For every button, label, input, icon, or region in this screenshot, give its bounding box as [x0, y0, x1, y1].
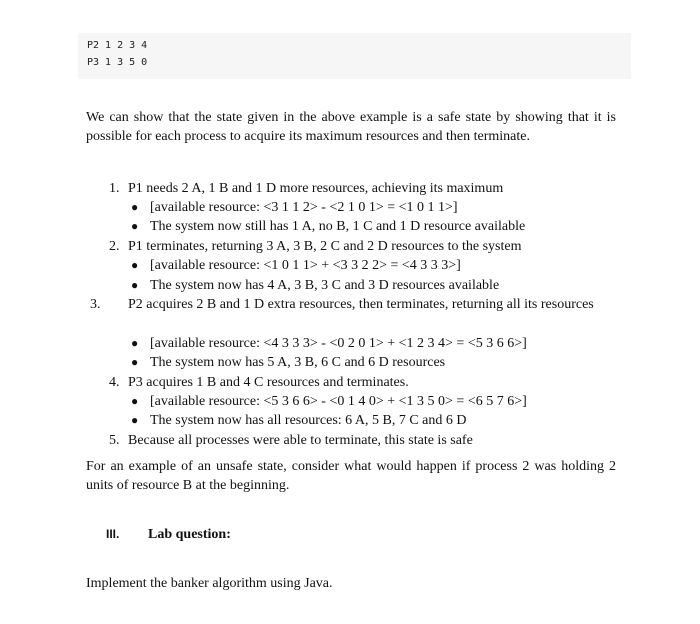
step-3	[90, 295, 617, 314]
intro-paragraph: We can show that the state given in the above example is a safe state by showing that it is possible for each process to acquire its maximum resources and then terminate.	[86, 110, 616, 144]
step-2	[109, 237, 617, 256]
bullet-item: ● The system now has 4 A, 3 B, 3 C and 3 D resources available	[131, 278, 500, 293]
bullet-item: ● The system now has 5 A, 3 B, 6 C and 6 D resources	[131, 355, 446, 370]
bullet-dot-icon: ●	[131, 258, 139, 272]
bullet-item: ● [available resource: <4 3 3 3> - <0 2 0 1> + <1 2 3 4> = <5 3 6 6>]	[131, 336, 527, 351]
section-title: Lab question:	[148, 527, 231, 542]
code-block	[78, 33, 631, 79]
section-heading	[106, 525, 231, 544]
step-text: Because all processes were able to terminate, this state is safe	[128, 433, 473, 448]
bullet-dot-icon: ●	[131, 413, 139, 427]
unsafe-paragraph: For an example of an unsafe state, consider what would happen if process 2 was holding 2 units of resource B at the beginning.	[86, 459, 616, 493]
step-number: 2.	[109, 239, 120, 254]
step-4	[109, 373, 617, 392]
step-number: 4.	[109, 375, 120, 390]
step-text: P1 needs 2 A, 1 B and 1 D more resources, achieving its maximum	[128, 181, 504, 196]
bullet-dot-icon: ●	[131, 336, 139, 350]
step-number: 3.	[90, 297, 101, 312]
bullet-item: ● [available resource: <5 3 6 6> - <0 1 4 0> + <1 3 5 0> = <6 5 7 6>]	[131, 394, 527, 409]
bullet-item: ● [available resource: <3 1 1 2> - <2 1 0 1> = <1 0 1 1>]	[131, 200, 458, 215]
bullet-item: ● The system now has all resources: 6 A, 5 B, 7 C and 6 D	[131, 413, 467, 428]
step-1	[109, 179, 617, 198]
step-5	[109, 431, 617, 450]
step-text: P1 terminates, returning 3 A, 3 B, 2 C and 2 D resources to the system	[128, 239, 522, 254]
step-number: 5.	[109, 433, 120, 448]
bullet-item: ● [available resource: <1 0 1 1> + <3 3 2 2> = <4 3 3 3>]	[131, 258, 461, 273]
bullet-item: ● The system now still has 1 A, no B, 1 C and 1 D resource available	[131, 219, 526, 234]
step-number: 1.	[109, 181, 120, 196]
bullet-dot-icon: ●	[131, 219, 139, 233]
section-number: III.	[106, 527, 120, 541]
step-text: P3 acquires 1 B and 4 C resources and terminates.	[128, 375, 409, 390]
bullet-dot-icon: ●	[131, 355, 139, 369]
code-line: P2 1 2 3 4	[87, 40, 148, 51]
bullet-dot-icon: ●	[131, 394, 139, 408]
bullet-dot-icon: ●	[131, 278, 139, 292]
step-text: P2 acquires 2 B and 1 D extra resources, then terminates, returning all its resources	[128, 297, 594, 312]
task-text: Implement the banker algorithm using Java.	[86, 576, 333, 591]
code-line: P3 1 3 5 0	[87, 57, 148, 68]
bullet-dot-icon: ●	[131, 200, 139, 214]
